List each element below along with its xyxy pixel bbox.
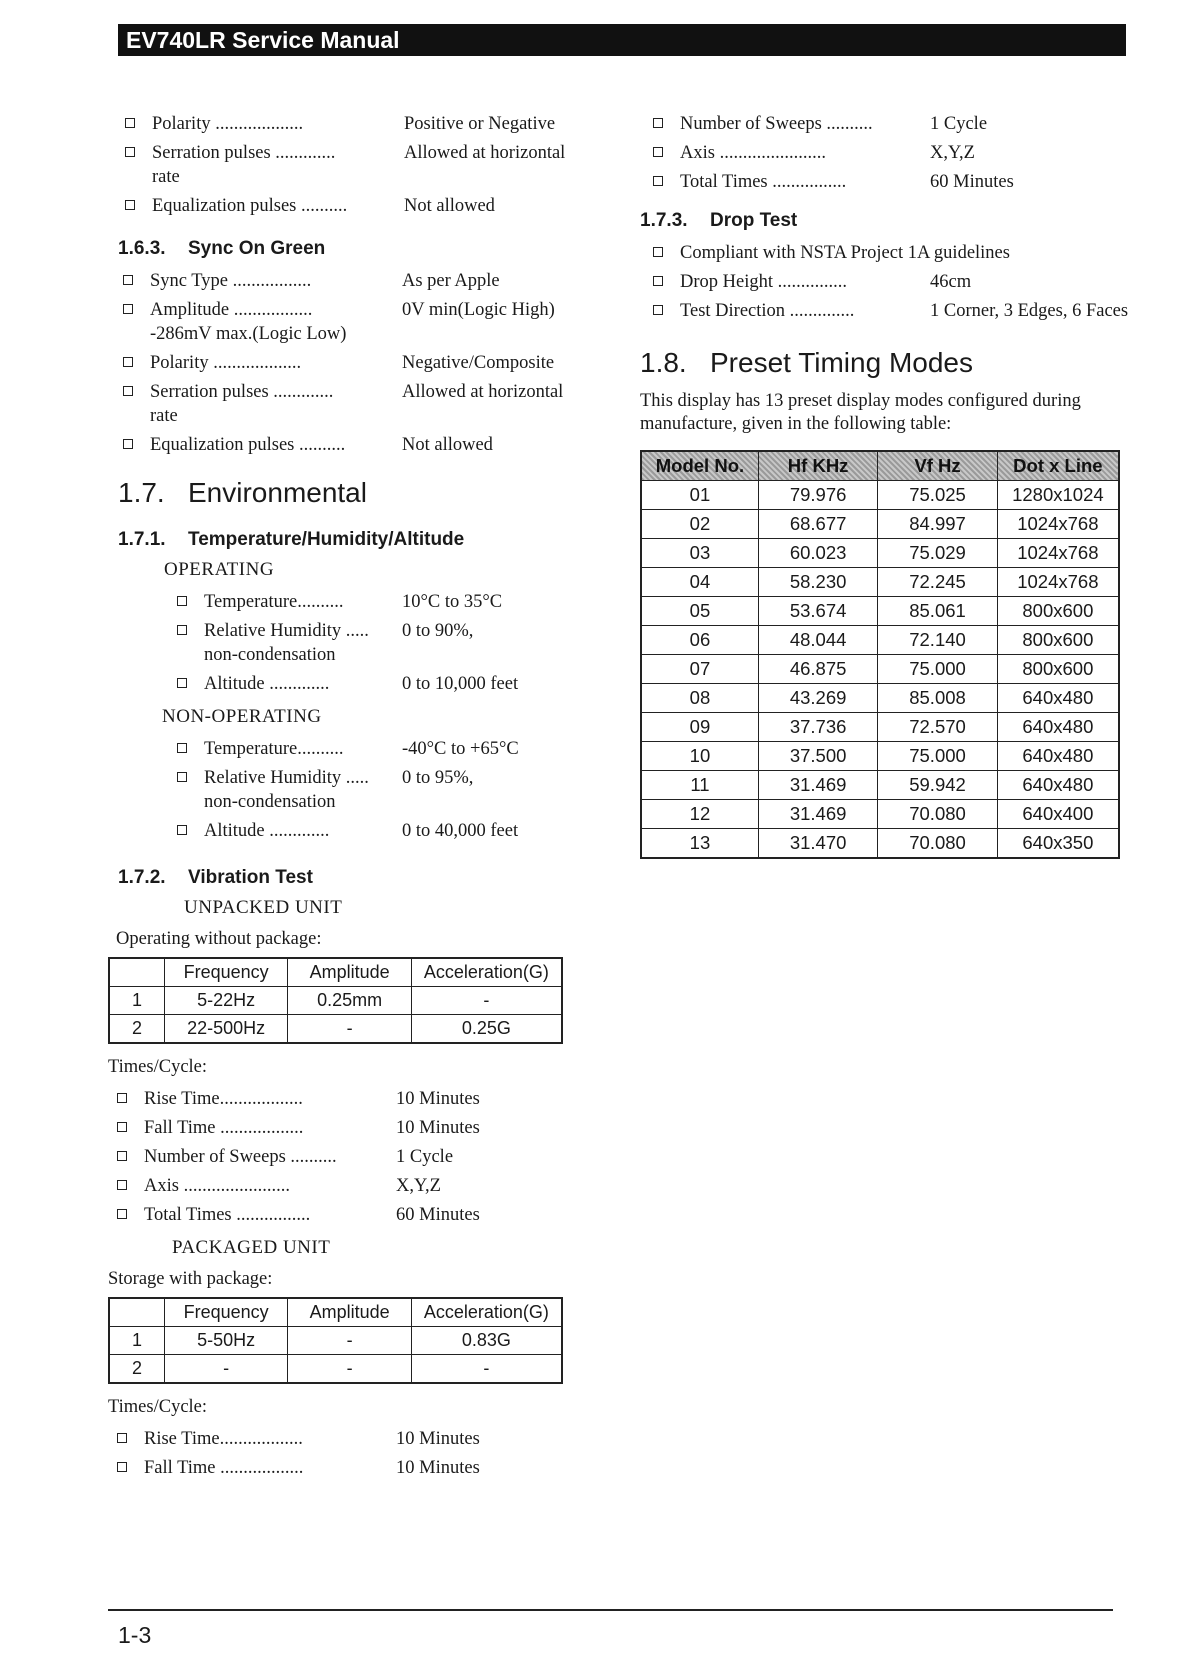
header-title: EV740LR Service Manual <box>118 24 1126 56</box>
spec-value: 10 Minutes <box>396 1458 480 1478</box>
checkbox-bullet-icon <box>125 200 135 210</box>
checkbox-bullet-icon <box>117 1462 127 1472</box>
section-heading-sync-on-green: 1.6.3. Sync On Green <box>118 238 326 259</box>
sweep-spec-list <box>650 112 1140 194</box>
spec-item <box>650 141 1140 165</box>
right-column <box>640 112 1140 859</box>
table-cell: 2 <box>109 1355 164 1384</box>
table-row <box>641 626 1119 655</box>
table-cell: 72.140 <box>878 626 997 655</box>
table-cell: 800x600 <box>997 597 1119 626</box>
spec-label: Number of Sweeps .......... <box>680 114 873 134</box>
table-header-cell: Frequency <box>164 958 287 987</box>
checkbox-bullet-icon <box>117 1209 127 1219</box>
spec-item <box>174 672 618 696</box>
spec-item <box>120 380 618 428</box>
spec-value: 46cm <box>930 272 972 292</box>
table-header-cell: Amplitude <box>288 958 411 987</box>
spec-label: Temperature.......... <box>204 739 344 759</box>
table-cell: 22-500Hz <box>164 1015 287 1044</box>
table-cell: 60.023 <box>758 539 877 568</box>
spec-continuation: rate <box>150 406 178 426</box>
operating-without-package: Operating without package: <box>116 929 322 949</box>
spec-item <box>650 270 1140 294</box>
table-header-cell: Dot x Line <box>997 451 1119 481</box>
table-row <box>641 771 1119 800</box>
table-cell: 70.080 <box>878 800 997 829</box>
table-cell: 53.674 <box>758 597 877 626</box>
spec-continuation: -286mV max.(Logic Low) <box>150 324 347 344</box>
table-cell: 75.000 <box>878 655 997 684</box>
table-cell: 1024x768 <box>997 539 1119 568</box>
table-row <box>641 829 1119 859</box>
table-cell: - <box>411 987 562 1015</box>
table-row <box>109 1015 562 1044</box>
table-row <box>641 713 1119 742</box>
spec-value: 1 Corner, 3 Edges, 6 Faces <box>930 301 1129 321</box>
table-cell: 84.997 <box>878 510 997 539</box>
unpacked-times-list <box>114 1087 618 1227</box>
packaged-vibration-table <box>108 1297 563 1384</box>
spec-value: 10 Minutes <box>396 1118 480 1138</box>
spec-value: X,Y,Z <box>396 1176 441 1196</box>
table-cell: 800x600 <box>997 626 1119 655</box>
spec-label: Relative Humidity ..... <box>204 621 369 641</box>
spec-label: Amplitude ................. <box>150 300 313 320</box>
checkbox-bullet-icon <box>177 678 187 688</box>
spec-item <box>650 170 1140 194</box>
packaged-unit-label: PACKAGED UNIT <box>172 1237 331 1258</box>
table-cell: 12 <box>641 800 758 829</box>
table-cell: 0.25mm <box>288 987 411 1015</box>
spec-continuation: non-condensation <box>204 645 336 665</box>
spec-label: Equalization pulses .......... <box>150 435 346 455</box>
table-cell: 1 <box>109 987 164 1015</box>
spec-label: Serration pulses ............. <box>152 143 336 163</box>
spec-value: 60 Minutes <box>396 1205 480 1225</box>
table-row <box>641 597 1119 626</box>
table-cell: 85.061 <box>878 597 997 626</box>
table-header-cell: Acceleration(G) <box>411 1298 562 1327</box>
sync-spec-list <box>122 112 618 218</box>
spec-value: 0 to 95%, <box>402 768 474 788</box>
table-cell: 08 <box>641 684 758 713</box>
times-cycle-label-2: Times/Cycle: <box>108 1397 208 1417</box>
table-cell: 31.469 <box>758 800 877 829</box>
spec-item <box>114 1087 618 1111</box>
table-cell: 75.025 <box>878 481 997 510</box>
spec-item <box>650 299 1140 323</box>
spec-item <box>174 590 618 614</box>
table-row <box>641 510 1119 539</box>
checkbox-bullet-icon <box>653 247 663 257</box>
section-heading-preset-timing-modes: 1.8. Preset Timing Modes <box>640 347 973 378</box>
spec-label: Fall Time .................. <box>144 1118 304 1138</box>
spec-value: Not allowed <box>404 196 495 216</box>
spec-item <box>650 241 1140 265</box>
table-cell: 43.269 <box>758 684 877 713</box>
spec-item <box>174 619 618 667</box>
spec-label: Polarity ................... <box>152 114 304 134</box>
spec-continuation: rate <box>152 167 180 187</box>
spec-item <box>114 1145 618 1169</box>
table-cell: 37.500 <box>758 742 877 771</box>
table-cell: - <box>288 1015 411 1044</box>
table-cell: 07 <box>641 655 758 684</box>
table-cell: 72.570 <box>878 713 997 742</box>
table-header-cell: Model No. <box>641 451 758 481</box>
checkbox-bullet-icon <box>117 1180 127 1190</box>
table-row <box>109 1327 562 1355</box>
drop-test-list <box>650 241 1140 323</box>
spec-label: Polarity ................... <box>150 353 302 373</box>
table-row <box>109 1355 562 1384</box>
spec-value: 1 Cycle <box>930 114 988 134</box>
checkbox-bullet-icon <box>117 1122 127 1132</box>
spec-label: Total Times ................ <box>680 172 847 192</box>
table-cell: 01 <box>641 481 758 510</box>
spec-label: Rise Time.................. <box>144 1089 303 1109</box>
table-cell: 1024x768 <box>997 510 1119 539</box>
checkbox-bullet-icon <box>177 743 187 753</box>
spec-value: 10°C to 35°C <box>402 592 503 612</box>
checkbox-bullet-icon <box>123 304 133 314</box>
table-row <box>641 481 1119 510</box>
table-cell: 70.080 <box>878 829 997 859</box>
table-cell: 5-22Hz <box>164 987 287 1015</box>
spec-label: Sync Type ................. <box>150 271 312 291</box>
spec-label: Number of Sweeps .......... <box>144 1147 337 1167</box>
spec-label: Total Times ................ <box>144 1205 311 1225</box>
section-heading-environmental: 1.7. Environmental <box>118 477 367 508</box>
checkbox-bullet-icon <box>125 147 135 157</box>
table-cell: 85.008 <box>878 684 997 713</box>
checkbox-bullet-icon <box>653 276 663 286</box>
checkbox-bullet-icon <box>177 772 187 782</box>
spec-item <box>120 351 618 375</box>
table-cell: 2 <box>109 1015 164 1044</box>
table-row <box>641 742 1119 771</box>
spec-value: Positive or Negative <box>404 114 556 134</box>
spec-item <box>120 269 618 293</box>
spec-item <box>122 141 618 189</box>
spec-item <box>120 298 618 346</box>
spec-item <box>114 1456 618 1480</box>
checkbox-bullet-icon <box>653 118 663 128</box>
table-cell: 11 <box>641 771 758 800</box>
table-cell: 31.470 <box>758 829 877 859</box>
table-cell: - <box>164 1355 287 1384</box>
spec-label: Temperature.......... <box>204 592 344 612</box>
table-header-cell: Vf Hz <box>878 451 997 481</box>
table-cell: 46.875 <box>758 655 877 684</box>
checkbox-bullet-icon <box>117 1151 127 1161</box>
table-header-cell <box>109 958 164 987</box>
spec-value: Not allowed <box>402 435 493 455</box>
table-cell: 72.245 <box>878 568 997 597</box>
table-cell: 10 <box>641 742 758 771</box>
table-cell: 02 <box>641 510 758 539</box>
table-cell: 09 <box>641 713 758 742</box>
preset-intro: This display has 13 preset display modes configured during manufacture, given in the following table: <box>640 391 1081 434</box>
table-header-cell: Amplitude <box>288 1298 411 1327</box>
table-row <box>641 655 1119 684</box>
table-cell: 05 <box>641 597 758 626</box>
table-cell: 48.044 <box>758 626 877 655</box>
table-cell: 13 <box>641 829 758 859</box>
spec-item <box>114 1174 618 1198</box>
table-cell: 1 <box>109 1327 164 1355</box>
spec-label: Axis ....................... <box>680 143 826 163</box>
footer-rule <box>108 1609 1113 1611</box>
table-cell: 640x480 <box>997 771 1119 800</box>
table-cell: 06 <box>641 626 758 655</box>
table-cell: 640x400 <box>997 800 1119 829</box>
unpacked-unit-label: UNPACKED UNIT <box>184 897 343 918</box>
spec-label: Serration pulses ............. <box>150 382 334 402</box>
spec-label: Axis ....................... <box>144 1176 290 1196</box>
table-cell: 640x480 <box>997 684 1119 713</box>
non-operating-list <box>174 737 618 843</box>
checkbox-bullet-icon <box>653 176 663 186</box>
checkbox-bullet-icon <box>123 357 133 367</box>
spec-item <box>120 433 618 457</box>
spec-label: Altitude ............. <box>204 821 330 841</box>
section-heading-vibration-test: 1.7.2. Vibration Test <box>118 867 313 888</box>
spec-label: Test Direction .............. <box>680 301 855 321</box>
operating-label: OPERATING <box>164 559 275 580</box>
table-cell: - <box>288 1327 411 1355</box>
spec-continuation: non-condensation <box>204 792 336 812</box>
table-cell: 37.736 <box>758 713 877 742</box>
spec-value: 60 Minutes <box>930 172 1014 192</box>
table-row <box>641 684 1119 713</box>
unpacked-vibration-table <box>108 957 563 1044</box>
spec-item <box>174 819 618 843</box>
checkbox-bullet-icon <box>123 439 133 449</box>
table-cell: 68.677 <box>758 510 877 539</box>
table-cell: 1280x1024 <box>997 481 1119 510</box>
checkbox-bullet-icon <box>653 305 663 315</box>
page-number: 1-3 <box>118 1622 152 1648</box>
spec-item <box>174 766 618 814</box>
table-row <box>641 539 1119 568</box>
table-cell: - <box>288 1355 411 1384</box>
table-header-cell: Frequency <box>164 1298 287 1327</box>
checkbox-bullet-icon <box>123 386 133 396</box>
table-cell: 31.469 <box>758 771 877 800</box>
table-cell: 0.83G <box>411 1327 562 1355</box>
spec-value: As per Apple <box>402 271 500 291</box>
section-heading-temperature-humidity-altitude: 1.7.1. Temperature/Humidity/Altitude <box>118 529 465 550</box>
table-cell: 75.029 <box>878 539 997 568</box>
table-cell: 03 <box>641 539 758 568</box>
checkbox-bullet-icon <box>177 825 187 835</box>
table-row <box>641 568 1119 597</box>
table-cell: 5-50Hz <box>164 1327 287 1355</box>
checkbox-bullet-icon <box>125 118 135 128</box>
table-cell: 75.000 <box>878 742 997 771</box>
table-cell: 640x480 <box>997 713 1119 742</box>
spec-item <box>174 737 618 761</box>
spec-value: Allowed at horizontal <box>404 143 566 163</box>
checkbox-bullet-icon <box>653 147 663 157</box>
spec-label: Altitude ............. <box>204 674 330 694</box>
table-row <box>641 800 1119 829</box>
checkbox-bullet-icon <box>117 1093 127 1103</box>
operating-list <box>174 590 618 696</box>
spec-value: Negative/Composite <box>402 353 555 373</box>
table-cell: 640x480 <box>997 742 1119 771</box>
spec-label: Relative Humidity ..... <box>204 768 369 788</box>
spec-value: 1 Cycle <box>396 1147 454 1167</box>
spec-item <box>114 1203 618 1227</box>
packaged-times-list <box>114 1427 618 1480</box>
storage-with-package: Storage with package: <box>108 1269 273 1289</box>
spec-item <box>114 1427 618 1451</box>
spec-label: Fall Time .................. <box>144 1458 304 1478</box>
non-operating-label: NON-OPERATING <box>162 706 322 727</box>
table-cell: 0.25G <box>411 1015 562 1044</box>
spec-value: 0V min(Logic High) <box>402 300 555 320</box>
checkbox-bullet-icon <box>117 1433 127 1443</box>
spec-label: Equalization pulses .......... <box>152 196 348 216</box>
sync-on-green-list <box>120 269 618 457</box>
spec-value: 10 Minutes <box>396 1089 480 1109</box>
section-heading-drop-test: 1.7.3. Drop Test <box>640 210 798 231</box>
table-cell: - <box>411 1355 562 1384</box>
table-cell: 58.230 <box>758 568 877 597</box>
spec-value: 0 to 10,000 feet <box>402 674 519 694</box>
spec-label: Compliant with NSTA Project 1A guidelines <box>680 243 1010 263</box>
table-cell: 04 <box>641 568 758 597</box>
table-header-cell: Acceleration(G) <box>411 958 562 987</box>
spec-value: -40°C to +65°C <box>402 739 519 759</box>
spec-item <box>650 112 1140 136</box>
spec-item <box>122 194 618 218</box>
checkbox-bullet-icon <box>177 625 187 635</box>
spec-value: 0 to 90%, <box>402 621 474 641</box>
left-column <box>108 112 618 1485</box>
spec-value: 10 Minutes <box>396 1429 480 1449</box>
spec-label: Drop Height ............... <box>680 272 847 292</box>
spec-value: X,Y,Z <box>930 143 975 163</box>
spec-value: Allowed at horizontal <box>402 382 564 402</box>
times-cycle-label: Times/Cycle: <box>108 1057 208 1077</box>
spec-item <box>114 1116 618 1140</box>
checkbox-bullet-icon <box>123 275 133 285</box>
table-header-cell <box>109 1298 164 1327</box>
table-cell: 79.976 <box>758 481 877 510</box>
table-cell: 640x350 <box>997 829 1119 859</box>
table-row <box>109 987 562 1015</box>
table-header-cell: Hf KHz <box>758 451 877 481</box>
table-cell: 59.942 <box>878 771 997 800</box>
spec-item <box>122 112 618 136</box>
table-cell: 800x600 <box>997 655 1119 684</box>
spec-value: 0 to 40,000 feet <box>402 821 519 841</box>
table-cell: 1024x768 <box>997 568 1119 597</box>
spec-label: Rise Time.................. <box>144 1429 303 1449</box>
preset-timing-table <box>640 450 1120 859</box>
checkbox-bullet-icon <box>177 596 187 606</box>
